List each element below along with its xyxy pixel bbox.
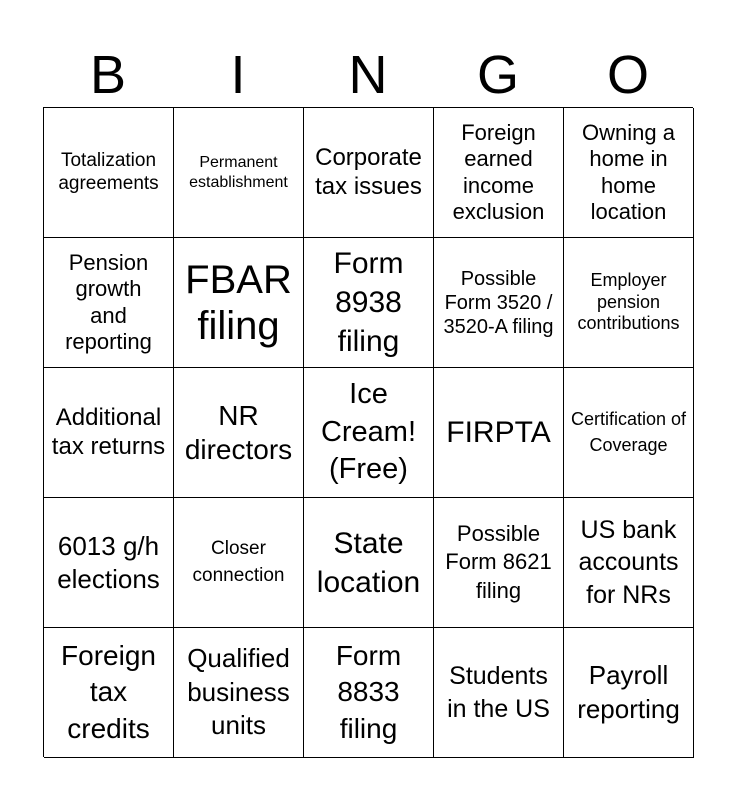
header-letter-i: I <box>230 45 246 105</box>
bingo-cell[interactable] <box>44 108 174 238</box>
bingo-cell[interactable] <box>304 498 434 628</box>
cell-text: US bank accounts for NRs <box>578 515 679 609</box>
header-letter-b: B <box>89 45 127 105</box>
bingo-cell[interactable] <box>434 498 564 628</box>
cell-text: Totalization agreements <box>58 149 159 194</box>
cell-text: Owning a home in home location <box>582 119 675 224</box>
cell-text: FBAR filing <box>185 257 292 348</box>
cell-text: State location <box>316 526 421 599</box>
bingo-cell[interactable] <box>44 368 174 498</box>
cell-text: Employer pension contributions <box>577 270 680 334</box>
bingo-cell[interactable] <box>564 628 694 758</box>
cell-text: Ice Cream! (Free) <box>320 377 417 486</box>
header-letter-n: N <box>348 45 388 105</box>
cell-text: Pension growth and reporting <box>65 249 152 354</box>
bingo-cell[interactable] <box>174 108 304 238</box>
bingo-header <box>43 42 693 108</box>
bingo-cell[interactable] <box>434 368 564 498</box>
cell-text: Form 8833 filing <box>335 639 402 744</box>
header-letter-g: G <box>476 45 519 105</box>
cell-text: Foreign tax credits <box>61 639 156 744</box>
bingo-cell[interactable] <box>564 238 694 368</box>
header-letter-o: O <box>606 45 649 105</box>
cell-text: FIRPTA <box>446 415 551 449</box>
cell-text: Foreign earned income exclusion <box>452 119 545 224</box>
bingo-cell[interactable] <box>44 628 174 758</box>
cell-text: Students in the US <box>447 662 550 723</box>
cell-text: Additional tax returns <box>51 403 166 460</box>
cell-text: Possible Form 3520 / 3520-A filing <box>443 267 554 338</box>
cell-text: NR directors <box>184 399 293 465</box>
bingo-cell[interactable] <box>174 238 304 368</box>
bingo-cell[interactable] <box>174 498 304 628</box>
cell-text: Possible Form 8621 filing <box>445 520 552 603</box>
bingo-cell[interactable] <box>434 238 564 368</box>
bingo-cell[interactable] <box>434 628 564 758</box>
bingo-cell[interactable] <box>304 108 434 238</box>
bingo-cell[interactable] <box>564 498 694 628</box>
bingo-cell[interactable] <box>304 368 434 498</box>
bingo-cell[interactable] <box>434 108 564 238</box>
cell-text: 6013 g/h elections <box>57 531 160 594</box>
bingo-cell[interactable] <box>174 628 304 758</box>
bingo-board <box>43 107 693 757</box>
cell-text: Certification of Coverage <box>570 409 687 455</box>
bingo-cell[interactable] <box>44 498 174 628</box>
cell-text: Corporate tax issues <box>315 143 422 200</box>
cell-text: Qualified business units <box>187 642 290 741</box>
bingo-cell[interactable] <box>564 368 694 498</box>
bingo-cell[interactable] <box>304 628 434 758</box>
bingo-cell[interactable] <box>564 108 694 238</box>
bingo-cell[interactable] <box>44 238 174 368</box>
cell-text: Closer connection <box>192 537 285 586</box>
cell-text: Permanent establishment <box>189 154 288 191</box>
bingo-cell[interactable] <box>304 238 434 368</box>
cell-text: Form 8938 filing <box>333 247 404 358</box>
bingo-cell[interactable] <box>174 368 304 498</box>
cell-text: Payroll reporting <box>577 659 680 724</box>
